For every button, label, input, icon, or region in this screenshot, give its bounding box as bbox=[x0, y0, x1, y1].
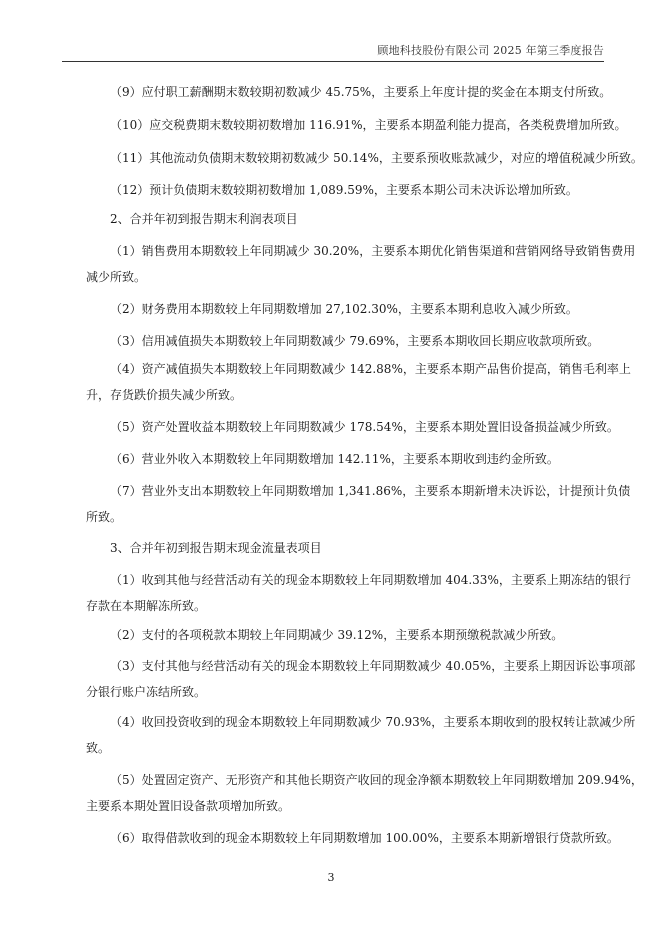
paragraph-income-1 bbox=[62, 238, 636, 290]
paragraph-line: （5）处置固定资产、无形资产和其他长期资产收回的现金净额本期数较上年同期数增加 209.94%， bbox=[110, 773, 643, 787]
paragraph-cash-3 bbox=[62, 653, 636, 705]
page-number: 3 bbox=[327, 871, 335, 884]
header-title: 顾地科技股份有限公司 2025 年第三季度报告 bbox=[377, 44, 604, 57]
paragraph-line: 减少所致。 bbox=[86, 270, 147, 284]
paragraph-12 bbox=[62, 177, 604, 203]
paragraph-line: （6）营业外收入本期数较上年同期数增加 142.11%，主要系本期收到违约金所致。 bbox=[110, 452, 559, 466]
paragraph-cash-4 bbox=[62, 709, 636, 761]
paragraph-line: 所致。 bbox=[86, 510, 123, 524]
paragraph-cash-5 bbox=[62, 767, 643, 819]
paragraph-line: （2）支付的各项税款本期较上年同期减少 39.12%，主要系本期预缴税款减少所致。 bbox=[110, 628, 564, 642]
paragraph-9 bbox=[62, 79, 612, 105]
paragraph-line: （4）收回投资收到的现金本期数较上年同期数减少 70.93%，主要系本期收到的股权转让款减少所 bbox=[110, 715, 636, 729]
paragraph-cash-6 bbox=[62, 825, 619, 851]
paragraph-line: 升，存货跌价损失减少所致。 bbox=[86, 388, 243, 402]
paragraph-income-3 bbox=[62, 328, 604, 354]
paragraph-line: （12）预计负债期末数较期初数增加 1,089.59%，主要系本期公司未决诉讼增加所致。 bbox=[110, 183, 578, 197]
paragraph-line: （3）信用减值损失本期数较上年同期数减少 79.69%，主要系本期收回长期应收款项所致。 bbox=[110, 334, 600, 348]
paragraph-line: （4）资产减值损失本期数较上年同期数减少 142.88%，主要系本期产品售价提高，销售毛利率上 bbox=[110, 362, 631, 376]
section-heading-income bbox=[62, 206, 604, 232]
paragraph-line: （1）收到其他与经营活动有关的现金本期数较上年同期数增加 404.33%，主要系上期冻结的银行 bbox=[110, 573, 631, 587]
paragraph-11 bbox=[62, 145, 643, 171]
section-heading: 3、合并年初到报告期末现金流量表项目 bbox=[110, 541, 322, 555]
paragraph-line: 致。 bbox=[86, 741, 111, 755]
paragraph-line: （5）资产处置收益本期数较上年同期数减少 178.54%，主要系本期处置旧设备损益减少所致。 bbox=[110, 420, 619, 434]
paragraph-income-4 bbox=[62, 356, 631, 408]
paragraph-line: （1）销售费用本期数较上年同期减少 30.20%，主要系本期优化销售渠道和营销网络导致销售费用 bbox=[110, 244, 636, 258]
section-heading-cashflow bbox=[62, 535, 604, 561]
paragraph-line: 存款在本期解冻所致。 bbox=[86, 599, 207, 613]
paragraph-line: （7）营业外支出本期数较上年同期数增加 1,341.86%，主要系本期新增未决诉讼，计提预计负债 bbox=[110, 484, 631, 498]
paragraph-line: （2）财务费用本期数较上年同期数增加 27,102.30%，主要系本期利息收入减少所致。 bbox=[110, 302, 578, 316]
paragraph-income-7 bbox=[62, 478, 631, 530]
section-heading: 2、合并年初到报告期末利润表项目 bbox=[110, 212, 298, 226]
paragraph-cash-1 bbox=[62, 567, 631, 619]
paragraph-line: （11）其他流动负债期末数较期初数减少 50.14%，主要系预收账款减少，对应的增值税减少所致。 bbox=[110, 151, 643, 165]
paragraph-income-6 bbox=[62, 446, 604, 472]
paragraph-cash-2 bbox=[62, 622, 604, 648]
paragraph-line: （10）应交税费期末数较期初数增加 116.91%，主要系本期盈利能力提高，各类税费增加所致。 bbox=[110, 118, 627, 132]
paragraph-income-2 bbox=[62, 296, 604, 322]
paragraph-line: （3）支付其他与经营活动有关的现金本期数较上年同期数减少 40.05%，主要系上期因诉讼事项部 bbox=[110, 659, 636, 673]
paragraph-income-5 bbox=[62, 414, 619, 440]
paragraph-line: （9）应付职工薪酬期末数较期初数减少 45.75%，主要系上年度计提的奖金在本期支付所致。 bbox=[110, 85, 612, 99]
page-header bbox=[62, 40, 604, 62]
paragraph-10 bbox=[62, 112, 627, 138]
paragraph-line: （6）取得借款收到的现金本期数较上年同期数增加 100.00%，主要系本期新增银行贷款所致。 bbox=[110, 831, 619, 845]
paragraph-line: 主要系本期处置旧设备款项增加所致。 bbox=[86, 799, 291, 813]
paragraph-line: 分银行账户冻结所致。 bbox=[86, 685, 207, 699]
